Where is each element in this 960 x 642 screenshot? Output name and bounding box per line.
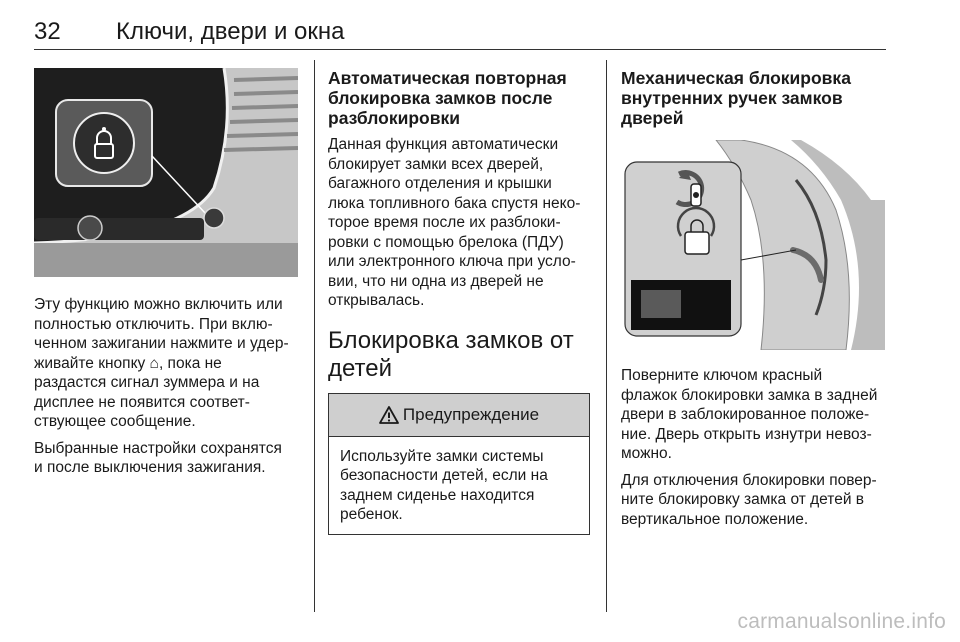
- warning-title: Предупреждение: [402, 404, 540, 424]
- warning-header: [329, 394, 589, 437]
- heading-auto-relock: Автоматическая повторная блокировка замков после разблокировки: [328, 68, 567, 128]
- column-divider-1: [314, 60, 315, 612]
- column-left: [34, 68, 298, 478]
- paragraph-disable-lock: Для отключения блокировки повер- ните блокировку замка от детей в вертикальное положение.: [621, 471, 877, 528]
- paragraph-rccs-info: Эту функцию можно включить или полностью отключить. При вклю- ченном зажигании нажмите и удер- живайте кнопку ⌂, пока не раздастся сигнал зуммера и на дисплее не появится соответ- ствующее сообщение.: [34, 296, 289, 430]
- rear-door-child-lock-illustration: [621, 140, 885, 350]
- heading-mechanical-lock: Механическая блокировка внутренних ручек замков дверей: [621, 68, 851, 128]
- column-middle: [328, 68, 590, 535]
- column-right: [621, 68, 887, 529]
- header-rule: [34, 49, 886, 50]
- paragraph-turn-key: Поверните ключом красный флажок блокировки замка в задней двери в заблокированное положе- ние. Дверь открыть изнутри невоз- можно.: [621, 367, 878, 462]
- paragraph-settings-saved: Выбранные настройки сохранятся и после выключения зажигания.: [34, 439, 282, 476]
- warning-text: Используйте замки системы безопасности детей, если на заднем сиденье находится ребенок.: [340, 447, 548, 523]
- dashboard-lock-button-illustration: [34, 68, 298, 277]
- section-title-child-locks: Блокировка замков от детей: [328, 326, 574, 382]
- paragraph-auto-relock: Данная функция автоматически блокирует замки всех дверей, багажного отделения и крышки люка топливного бака спустя неко- торое время после их разблоки- ровки с помощью брелока (ПДУ) или электронного ключа при усло- вии, что ни одна из дверей не открывалась.: [328, 136, 581, 309]
- warning-triangle-icon: [379, 406, 399, 424]
- page-title: Ключи, двери и окна: [116, 18, 345, 45]
- column-divider-2: [606, 60, 607, 612]
- warning-box: [328, 393, 590, 535]
- page-header: [34, 14, 886, 50]
- page-number: 32: [34, 18, 61, 45]
- watermark: carmanualsonline.info: [737, 610, 946, 633]
